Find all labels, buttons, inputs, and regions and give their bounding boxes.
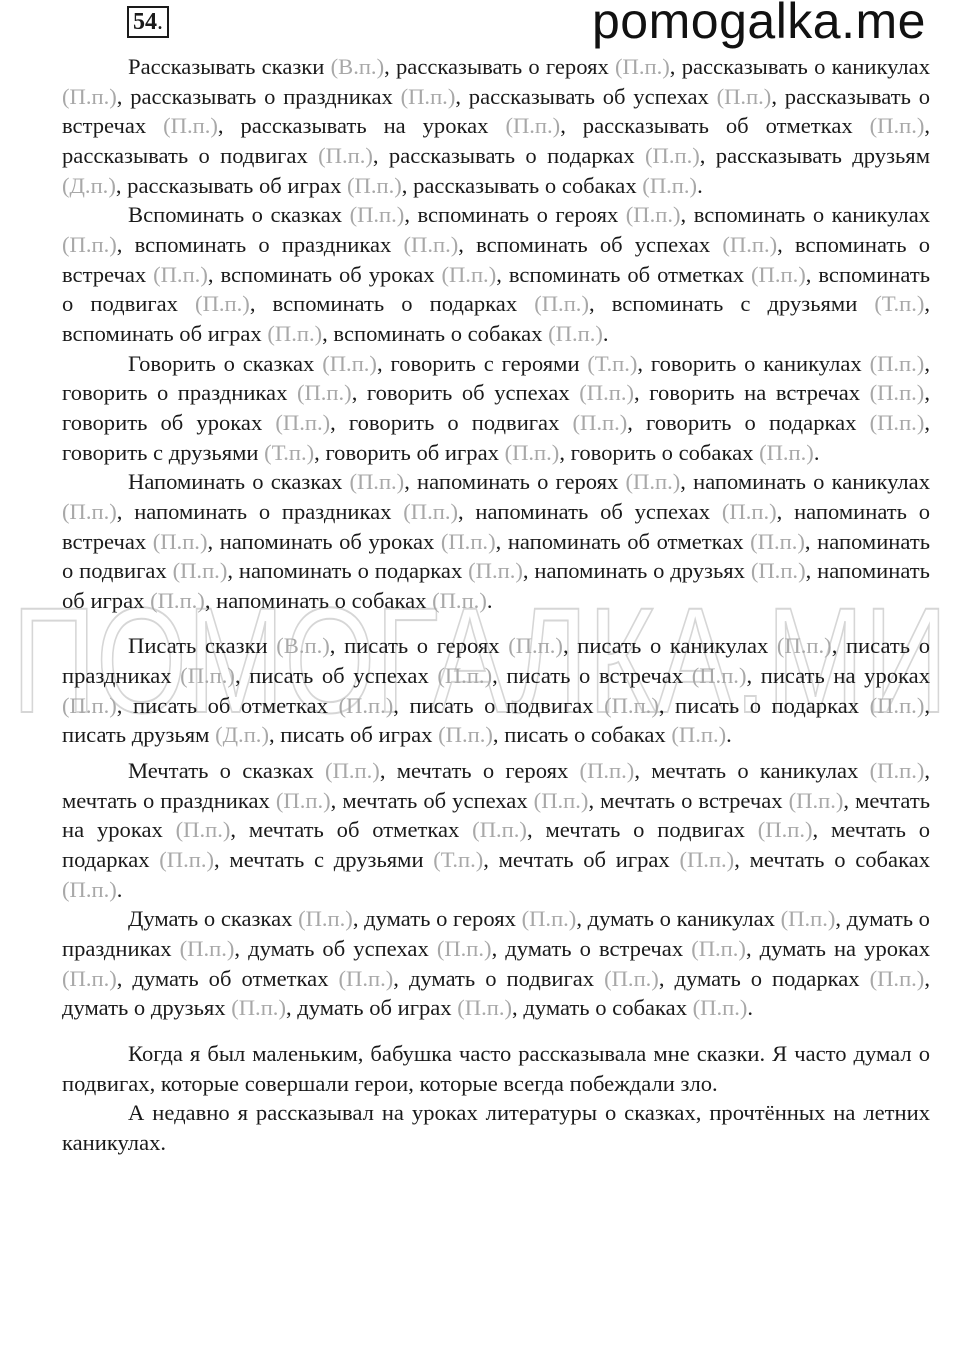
case-label: (П.п.) bbox=[403, 498, 458, 524]
phrase: напоминать о каникулах bbox=[693, 469, 931, 495]
phrase: думать о каникулах bbox=[587, 906, 775, 932]
case-label: (П.п.) bbox=[869, 758, 925, 784]
phrase: напоминать о собаках bbox=[216, 587, 427, 613]
case-label: (П.п.) bbox=[615, 54, 670, 79]
phrase: напоминать о встречах bbox=[62, 498, 931, 554]
case-label: (П.п.) bbox=[440, 528, 496, 554]
case-label: (П.п.) bbox=[62, 876, 117, 902]
case-label: (П.п.) bbox=[722, 231, 778, 257]
case-label: (П.п.) bbox=[533, 787, 589, 813]
case-label: (П.п.) bbox=[152, 528, 208, 554]
phrase: напоминать об успехах bbox=[475, 498, 711, 524]
phrase: Мечтать о сказках bbox=[128, 758, 314, 784]
phrase: вспоминать об отметках bbox=[508, 261, 745, 287]
phrase: рассказывать друзьям bbox=[715, 142, 930, 168]
case-label: (П.п.) bbox=[175, 817, 231, 843]
phrase: мечтать о каникулах bbox=[651, 758, 859, 784]
phrase: рассказывать о праздниках bbox=[130, 83, 393, 109]
phrase: вспоминать об успехах bbox=[476, 231, 711, 257]
phrase: говорить с друзьями bbox=[62, 439, 259, 465]
case-label: (П.п.) bbox=[437, 663, 493, 689]
phrase: рассказывать о подарках bbox=[388, 142, 635, 168]
site-logo: pomogalka.me bbox=[592, 0, 926, 49]
phrase: писать об отметках bbox=[132, 692, 328, 718]
phrase: вспоминать с друзьями bbox=[611, 291, 858, 317]
phrase: напоминать о друзьях bbox=[534, 558, 745, 584]
phrase: напоминать об отметках bbox=[507, 528, 744, 554]
case-label: (П.п.) bbox=[468, 558, 523, 584]
phrase: писать на уроках bbox=[760, 663, 930, 689]
phrase: говорить об успехах bbox=[366, 380, 570, 406]
case-label: (П.п.) bbox=[548, 320, 603, 346]
paragraph-govorit: Говорить о сказках (П.п.), говорить с героями (Т.п.), говорить о каникулах (П.п.), говорить о праздниках (П.п.), говорить об успехах (П.п.), говорить на встречах (П.п.), говорить об уроках (П.п.), говорить о подвигах (П.п.), говорить о подарках (П.п.), говорить с друзьями (Т.п.), говорить об играх (П.п.), говорить о собаках (П.п.). bbox=[62, 350, 931, 465]
case-label: (П.п.) bbox=[642, 172, 698, 198]
phrase: мечтать о праздниках bbox=[62, 787, 270, 813]
case-label: (Т.п.) bbox=[587, 350, 638, 376]
case-label: (В.п.) bbox=[276, 633, 330, 659]
phrase: вспоминать о подвигах bbox=[62, 261, 930, 317]
phrase: говорить об играх bbox=[325, 439, 499, 465]
paragraph-pisat: Писать сказки (В.п.), писать о героях (П.п.), писать о каникулах (П.п.), писать о праздниках (П.п.), писать об успехах (П.п.), писать о встречах (П.п.), писать на уроках (П.п.), писать об отметках (П.п.), писать о подвигах (П.п.), писать о подарках (П.п.), писать друзьям (Д.п.), писать об играх (П.п.), писать о собаках (П.п.). bbox=[62, 633, 931, 748]
phrase: напоминать о подарках bbox=[238, 558, 463, 584]
phrase: думать о подвигах bbox=[408, 965, 595, 991]
case-label: (П.п.) bbox=[776, 633, 832, 659]
phrase: писать об успехах bbox=[249, 663, 429, 689]
case-label: (П.п.) bbox=[349, 202, 405, 228]
phrase: Писать сказки bbox=[128, 633, 268, 659]
phrase: мечтать о подвигах bbox=[545, 817, 745, 843]
phrase: думать о собаках bbox=[523, 995, 687, 1021]
case-label: (П.п.) bbox=[869, 113, 925, 139]
case-label: (П.п.) bbox=[195, 291, 250, 317]
phrase: рассказывать о героях bbox=[396, 54, 609, 79]
case-label: (П.п.) bbox=[692, 995, 748, 1021]
case-label: (П.п.) bbox=[671, 722, 727, 748]
case-label: (П.п.) bbox=[691, 663, 747, 689]
phrase: говорить о праздниках bbox=[62, 380, 288, 406]
case-label: (П.п.) bbox=[62, 692, 117, 718]
case-label: (П.п.) bbox=[869, 380, 925, 406]
case-label: (П.п.) bbox=[869, 692, 925, 718]
phrase: мечтать о встречах bbox=[600, 787, 783, 813]
phrase: вспоминать об играх bbox=[62, 320, 262, 346]
case-label: (П.п.) bbox=[62, 498, 117, 524]
exercise-text bbox=[62, 52, 930, 1158]
phrase: вспоминать о встречах bbox=[62, 231, 931, 287]
exercise-number: 54 bbox=[133, 9, 157, 35]
case-label: (П.п.) bbox=[338, 692, 394, 718]
phrase: говорить о каникулах bbox=[650, 350, 862, 376]
phrase: писать о встречах bbox=[506, 663, 684, 689]
phrase: писать о собаках bbox=[504, 722, 666, 748]
phrase: думать о встречах bbox=[505, 936, 684, 962]
case-label: (П.п.) bbox=[296, 380, 352, 406]
case-label: (П.п.) bbox=[325, 758, 380, 784]
phrase: думать о героях bbox=[364, 906, 516, 932]
case-label: (П.п.) bbox=[62, 965, 117, 991]
phrase: писать об играх bbox=[280, 722, 433, 748]
phrase: говорить с героями bbox=[390, 350, 580, 376]
phrase: мечтать об успехах bbox=[342, 787, 528, 813]
phrase: напоминать о праздниках bbox=[134, 498, 392, 524]
phrase: мечтать о подарках bbox=[62, 817, 931, 873]
case-label: (П.п.) bbox=[625, 202, 681, 228]
case-label: (П.п.) bbox=[679, 847, 735, 873]
phrase: рассказывать об отметках bbox=[582, 113, 853, 139]
phrase: вспоминать о героях bbox=[417, 202, 619, 228]
case-label: (П.п.) bbox=[750, 558, 806, 584]
case-label: (П.п.) bbox=[625, 469, 681, 495]
case-label: (П.п.) bbox=[869, 965, 925, 991]
case-label: (П.п.) bbox=[505, 113, 561, 139]
phrase: думать об отметках bbox=[132, 965, 329, 991]
case-label: (П.п.) bbox=[432, 587, 487, 613]
phrase: напоминать об уроках bbox=[219, 528, 435, 554]
case-label: (П.п.) bbox=[457, 995, 513, 1021]
watermark-text: ПОМОГАЛКА.МИ bbox=[12, 584, 948, 734]
case-label: (П.п.) bbox=[153, 261, 208, 287]
case-label: (П.п.) bbox=[318, 142, 373, 168]
phrase: напоминать об играх bbox=[62, 558, 930, 613]
phrase: говорить на встречах bbox=[649, 380, 861, 406]
phrase: думать на уроках bbox=[759, 936, 930, 962]
phrase: говорить о собаках bbox=[570, 439, 754, 465]
case-label: (П.п.) bbox=[721, 498, 777, 524]
case-label: (П.п.) bbox=[604, 692, 659, 718]
case-label: (П.п.) bbox=[347, 172, 402, 198]
case-label: (П.п.) bbox=[759, 439, 814, 465]
case-label: (П.п.) bbox=[436, 936, 492, 962]
case-label: (П.п.) bbox=[579, 758, 635, 784]
case-label: (П.п.) bbox=[441, 261, 497, 287]
case-label: (П.п.) bbox=[438, 722, 493, 748]
phrase: вспоминать о собаках bbox=[333, 320, 543, 346]
phrase: писать друзьям bbox=[62, 722, 210, 748]
story-paragraph: А недавно я рассказывал на уроках литературы о сказках, прочтённых на летних каникулах. bbox=[62, 1100, 930, 1155]
paragraph-dumat: Думать о сказках (П.п.), думать о героях (П.п.), думать о каникулах (П.п.), думать о праздниках (П.п.), думать об успехах (П.п.), думать о встречах (П.п.), думать на уроках (П.п.), думать об отметках (П.п.), думать о подвигах (П.п.), думать о подарках (П.п.), думать о друзьях (П.п.), думать об играх (П.п.), думать о собаках (П.п.). bbox=[62, 906, 930, 1021]
case-label: (П.п.) bbox=[751, 261, 806, 287]
phrase: писать о каникулах bbox=[577, 633, 769, 659]
phrase: вспоминать об уроках bbox=[220, 261, 435, 287]
case-label: (П.п.) bbox=[275, 409, 331, 435]
case-label: (П.п.) bbox=[322, 350, 377, 376]
case-label: (П.п.) bbox=[869, 409, 925, 435]
case-label: (П.п.) bbox=[62, 83, 117, 109]
phrase: рассказывать о собаках bbox=[413, 172, 637, 198]
phrase: напоминать о подвигах bbox=[62, 528, 931, 584]
case-label: (П.п.) bbox=[572, 409, 628, 435]
phrase: Рассказывать сказки bbox=[128, 54, 325, 79]
case-label: (П.п.) bbox=[750, 528, 805, 554]
phrase: мечтать о героях bbox=[396, 758, 569, 784]
phrase: рассказывать об успехах bbox=[468, 83, 709, 109]
phrase: вспоминать о праздниках bbox=[134, 231, 392, 257]
case-label: (П.п.) bbox=[534, 291, 589, 317]
case-label: (П.п.) bbox=[472, 817, 527, 843]
phrase: рассказывать об играх bbox=[127, 172, 342, 198]
case-label: (П.п.) bbox=[757, 817, 813, 843]
phrase: рассказывать о подвигах bbox=[62, 142, 308, 168]
phrase: мечтать об отметках bbox=[248, 817, 460, 843]
phrase: мечтать на уроках bbox=[62, 787, 931, 843]
case-label: (П.п.) bbox=[869, 350, 925, 376]
exercise-number-dot: . bbox=[157, 9, 163, 35]
phrase: писать о праздниках bbox=[62, 633, 930, 689]
case-label: (П.п.) bbox=[231, 995, 286, 1021]
case-label: (П.п.) bbox=[716, 83, 772, 109]
phrase: Говорить о сказках bbox=[128, 350, 315, 376]
case-label: (П.п.) bbox=[504, 439, 560, 465]
story-paragraph: Когда я был маленьким, бабушка часто рассказывала мне сказки. Я часто думал о подвигах, которые совершали герои, которые всегда побеждали зло. bbox=[62, 1041, 930, 1096]
case-label: (П.п.) bbox=[150, 587, 205, 613]
case-label: (П.п.) bbox=[349, 469, 405, 495]
phrase: говорить о подарках bbox=[646, 409, 857, 435]
case-label: (П.п.) bbox=[172, 558, 228, 584]
phrase: Напоминать о сказках bbox=[128, 469, 343, 495]
case-label: (П.п.) bbox=[579, 380, 635, 406]
phrase: мечтать об играх bbox=[498, 847, 670, 873]
phrase: мечтать с друзьями bbox=[229, 847, 424, 873]
case-label: (П.п.) bbox=[267, 320, 323, 346]
case-label: (Д.п.) bbox=[62, 172, 116, 198]
case-label: (П.п.) bbox=[521, 906, 577, 932]
phrase: Вспоминать о сказках bbox=[128, 202, 343, 228]
case-label: (Т.п.) bbox=[433, 847, 484, 873]
case-label: (П.п.) bbox=[788, 787, 844, 813]
case-label: (Д.п.) bbox=[215, 722, 269, 748]
case-label: (П.п.) bbox=[179, 936, 235, 962]
case-label: (П.п.) bbox=[691, 936, 746, 962]
paragraph-mechtat: Мечтать о сказках (П.п.), мечтать о героях (П.п.), мечтать о каникулах (П.п.), мечтать о праздниках (П.п.), мечтать об успехах (П.п.), мечтать о встречах (П.п.), мечтать на уроках (П.п.), мечтать об отметках (П.п.), мечтать о подвигах (П.п.), мечтать о подарках (П.п.), мечтать с друзьями (Т.п.), мечтать об играх (П.п.), мечтать о собаках (П.п.). bbox=[62, 758, 931, 902]
case-label: (Т.п.) bbox=[264, 439, 315, 465]
phrase: говорить о подвигах bbox=[348, 409, 560, 435]
paragraph-vspominat: Вспоминать о сказках (П.п.), вспоминать о героях (П.п.), вспоминать о каникулах (П.п.), вспоминать о праздниках (П.п.), вспоминать об успехах (П.п.), вспоминать о встречах (П.п.), вспоминать об уроках (П.п.), вспоминать об отметках (П.п.), вспоминать о подвигах (П.п.), вспоминать о подарках (П.п.), вспоминать с друзьями (Т.п.), вспоминать об играх (П.п.), вспоминать о собаках (П.п.). bbox=[62, 202, 931, 346]
phrase: рассказывать на уроках bbox=[240, 113, 489, 139]
phrase: писать о подвигах bbox=[409, 692, 594, 718]
phrase: рассказывать о встречах bbox=[62, 83, 931, 139]
phrase: писать о подарках bbox=[675, 692, 860, 718]
phrase: напоминать о героях bbox=[417, 469, 619, 495]
case-label: (П.п.) bbox=[180, 663, 235, 689]
phrase: мечтать о собаках bbox=[749, 847, 931, 873]
phrase: рассказывать о каникулах bbox=[681, 54, 931, 79]
paragraph-rasskazyvat: Рассказывать сказки (В.п.), рассказывать о героях (П.п.), рассказывать о каникулах (П.п.), рассказывать о праздниках (П.п.), рассказывать об успехах (П.п.), рассказывать о встречах (П.п.), рассказывать на уроках (П.п.), рассказывать об отметках (П.п.), рассказывать о подвигах (П.п.), рассказывать о подарках (П.п.), рассказывать друзьям (Д.п.), рассказывать об играх (П.п.), рассказывать о собаках (П.п.). bbox=[62, 54, 931, 198]
phrase: говорить об уроках bbox=[62, 409, 263, 435]
phrase: думать об играх bbox=[297, 995, 452, 1021]
case-label: (П.п.) bbox=[645, 142, 700, 168]
phrase: писать о героях bbox=[344, 633, 500, 659]
phrase: думать об успехах bbox=[248, 936, 429, 962]
phrase: думать о друзьях bbox=[62, 995, 226, 1021]
exercise-number-box bbox=[127, 6, 169, 38]
phrase: думать о подарках bbox=[674, 965, 860, 991]
case-label: (П.п.) bbox=[508, 633, 563, 659]
case-label: (П.п.) bbox=[163, 113, 218, 139]
paragraph-napominat: Напоминать о сказках (П.п.), напоминать о героях (П.п.), напоминать о каникулах (П.п.), напоминать о праздниках (П.п.), напоминать об успехах (П.п.), напоминать о встречах (П.п.), напоминать об уроках (П.п.), напоминать об отметках (П.п.), напоминать о подвигах (П.п.), напоминать о подарках (П.п.), напоминать о друзьях (П.п.), напоминать об играх (П.п.), напоминать о собаках (П.п.). bbox=[62, 469, 931, 613]
phrase: вспоминать о каникулах bbox=[693, 202, 931, 228]
case-label: (Т.п.) bbox=[874, 291, 925, 317]
case-label: (П.п.) bbox=[604, 965, 659, 991]
phrase: вспоминать о подарках bbox=[272, 291, 518, 317]
case-label: (П.п.) bbox=[298, 906, 353, 932]
case-label: (П.п.) bbox=[780, 906, 836, 932]
case-label: (П.п.) bbox=[275, 787, 331, 813]
case-label: (П.п.) bbox=[62, 231, 117, 257]
phrase: думать о праздниках bbox=[62, 906, 930, 962]
case-label: (П.п.) bbox=[338, 965, 394, 991]
case-label: (В.п.) bbox=[330, 54, 385, 79]
case-label: (П.п.) bbox=[400, 83, 456, 109]
phrase: Думать о сказках bbox=[128, 906, 293, 932]
case-label: (П.п.) bbox=[159, 847, 215, 873]
case-label: (П.п.) bbox=[403, 231, 459, 257]
